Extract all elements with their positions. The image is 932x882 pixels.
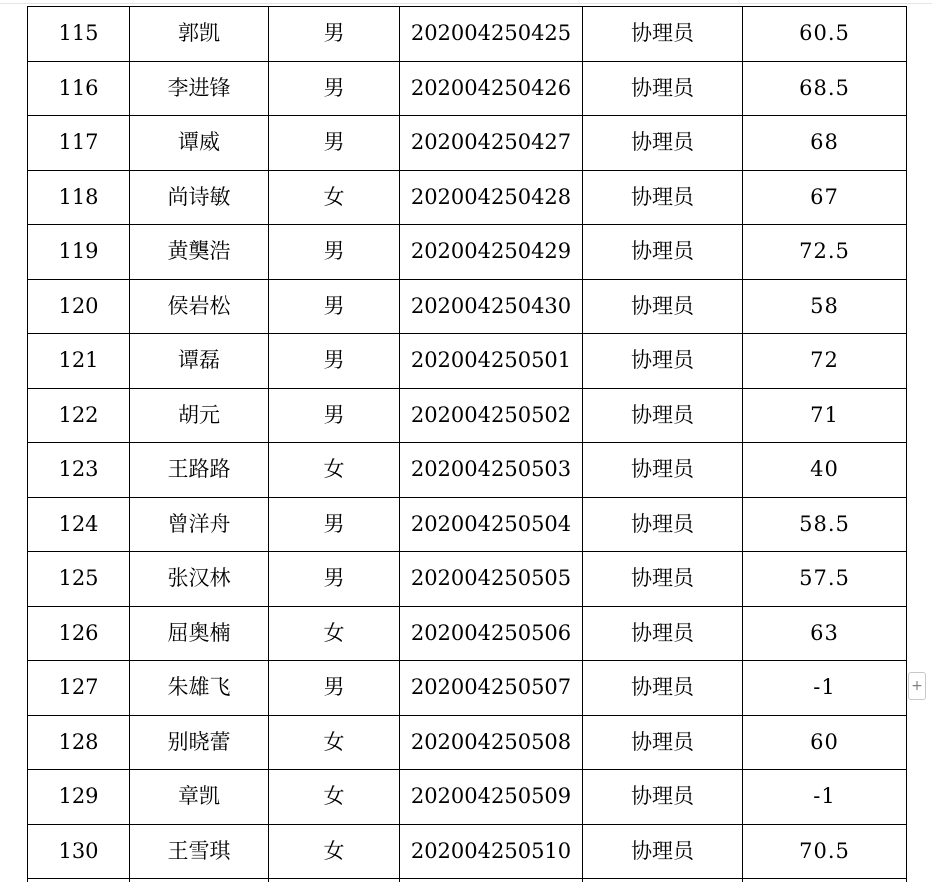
cell-seq: 117 [28, 116, 130, 171]
cell-name [130, 879, 269, 882]
table-row [28, 606, 907, 661]
table-row [28, 552, 907, 607]
cell-gender: 男 [269, 116, 400, 171]
cell-score: 70.5 [743, 824, 907, 879]
cell-seq: 120 [28, 279, 130, 334]
cell-score: 40 [743, 443, 907, 498]
cell-position: 协理员 [583, 497, 743, 552]
cell-seq: 123 [28, 443, 130, 498]
cell-seq: 124 [28, 497, 130, 552]
cell-position: 协理员 [583, 770, 743, 825]
cell-name: 胡元 [130, 388, 269, 443]
cell-exam-id: 202004250505 [400, 552, 583, 607]
cell-score: 58.5 [743, 497, 907, 552]
cell-exam-id: 202004250508 [400, 715, 583, 770]
cell-score: 60.5 [743, 7, 907, 62]
cell-gender: 男 [269, 334, 400, 389]
cell-exam-id: 202004250509 [400, 770, 583, 825]
cell-exam-id: 202004250503 [400, 443, 583, 498]
cell-gender: 男 [269, 388, 400, 443]
cell-position: 协理员 [583, 715, 743, 770]
cell-position: 协理员 [583, 116, 743, 171]
cell-score: 68 [743, 116, 907, 171]
cell-seq: 115 [28, 7, 130, 62]
add-row-button[interactable] [908, 672, 926, 700]
page-top-edge [0, 3, 932, 4]
cell-position: 协理员 [583, 661, 743, 716]
table-row [28, 334, 907, 389]
cell-position: 协理员 [583, 170, 743, 225]
cell-gender [269, 879, 400, 882]
cell-name: 张汉林 [130, 552, 269, 607]
cell-position: 协理员 [583, 824, 743, 879]
table-row [28, 279, 907, 334]
cell-gender: 女 [269, 443, 400, 498]
cell-name: 别晓蕾 [130, 715, 269, 770]
table-row [28, 388, 907, 443]
cell-seq: 119 [28, 225, 130, 280]
cell-seq: 128 [28, 715, 130, 770]
cell-name: 郭凯 [130, 7, 269, 62]
table-body [28, 7, 907, 882]
cell-score: 67 [743, 170, 907, 225]
cell-seq: 121 [28, 334, 130, 389]
cell-gender: 女 [269, 715, 400, 770]
cell-position: 协理员 [583, 225, 743, 280]
cell-score: 57.5 [743, 552, 907, 607]
cell-exam-id [400, 879, 583, 882]
cell-position: 协理员 [583, 443, 743, 498]
cell-position: 协理员 [583, 7, 743, 62]
cell-exam-id: 202004250502 [400, 388, 583, 443]
cell-position: 协理员 [583, 552, 743, 607]
score-table [27, 6, 907, 882]
table-row-partial [28, 879, 907, 882]
cell-score [743, 879, 907, 882]
table-row [28, 116, 907, 171]
cell-name: 谭磊 [130, 334, 269, 389]
cell-seq [28, 879, 130, 882]
table-row [28, 170, 907, 225]
cell-position: 协理员 [583, 334, 743, 389]
cell-score: -1 [743, 770, 907, 825]
cell-exam-id: 202004250510 [400, 824, 583, 879]
cell-score: 63 [743, 606, 907, 661]
cell-seq: 130 [28, 824, 130, 879]
cell-name: 王路路 [130, 443, 269, 498]
cell-score: 72.5 [743, 225, 907, 280]
cell-name: 曾洋舟 [130, 497, 269, 552]
cell-gender: 男 [269, 225, 400, 280]
cell-gender: 男 [269, 7, 400, 62]
cell-position: 协理员 [583, 606, 743, 661]
cell-position: 协理员 [583, 388, 743, 443]
cell-position: 协理员 [583, 279, 743, 334]
cell-exam-id: 202004250429 [400, 225, 583, 280]
cell-score: 72 [743, 334, 907, 389]
cell-seq: 127 [28, 661, 130, 716]
cell-exam-id: 202004250430 [400, 279, 583, 334]
cell-name: 黄龑浩 [130, 225, 269, 280]
cell-score: 60 [743, 715, 907, 770]
cell-exam-id: 202004250501 [400, 334, 583, 389]
cell-name: 李进锋 [130, 61, 269, 116]
cell-position: 协理员 [583, 61, 743, 116]
cell-score: 71 [743, 388, 907, 443]
cell-name: 朱雄飞 [130, 661, 269, 716]
cell-gender: 女 [269, 606, 400, 661]
table-row [28, 770, 907, 825]
cell-exam-id: 202004250427 [400, 116, 583, 171]
cell-position [583, 879, 743, 882]
table-row [28, 443, 907, 498]
cell-gender: 女 [269, 170, 400, 225]
table-row [28, 225, 907, 280]
table-row [28, 715, 907, 770]
cell-score: -1 [743, 661, 907, 716]
cell-name: 屈奥楠 [130, 606, 269, 661]
cell-gender: 男 [269, 61, 400, 116]
table-row [28, 7, 907, 62]
cell-name: 谭威 [130, 116, 269, 171]
plus-icon: + [911, 678, 923, 694]
cell-gender: 男 [269, 552, 400, 607]
table-row [28, 61, 907, 116]
table-row [28, 661, 907, 716]
cell-score: 68.5 [743, 61, 907, 116]
cell-gender: 男 [269, 279, 400, 334]
cell-exam-id: 202004250428 [400, 170, 583, 225]
cell-gender: 女 [269, 770, 400, 825]
cell-score: 58 [743, 279, 907, 334]
cell-exam-id: 202004250425 [400, 7, 583, 62]
table-row [28, 497, 907, 552]
cell-seq: 126 [28, 606, 130, 661]
cell-exam-id: 202004250504 [400, 497, 583, 552]
cell-exam-id: 202004250426 [400, 61, 583, 116]
cell-name: 尚诗敏 [130, 170, 269, 225]
cell-seq: 129 [28, 770, 130, 825]
cell-gender: 女 [269, 824, 400, 879]
cell-name: 王雪琪 [130, 824, 269, 879]
cell-seq: 125 [28, 552, 130, 607]
cell-gender: 男 [269, 497, 400, 552]
cell-seq: 118 [28, 170, 130, 225]
cell-name: 章凯 [130, 770, 269, 825]
table-row [28, 824, 907, 879]
cell-seq: 122 [28, 388, 130, 443]
cell-seq: 116 [28, 61, 130, 116]
cell-exam-id: 202004250507 [400, 661, 583, 716]
cell-gender: 男 [269, 661, 400, 716]
cell-exam-id: 202004250506 [400, 606, 583, 661]
cell-name: 侯岩松 [130, 279, 269, 334]
